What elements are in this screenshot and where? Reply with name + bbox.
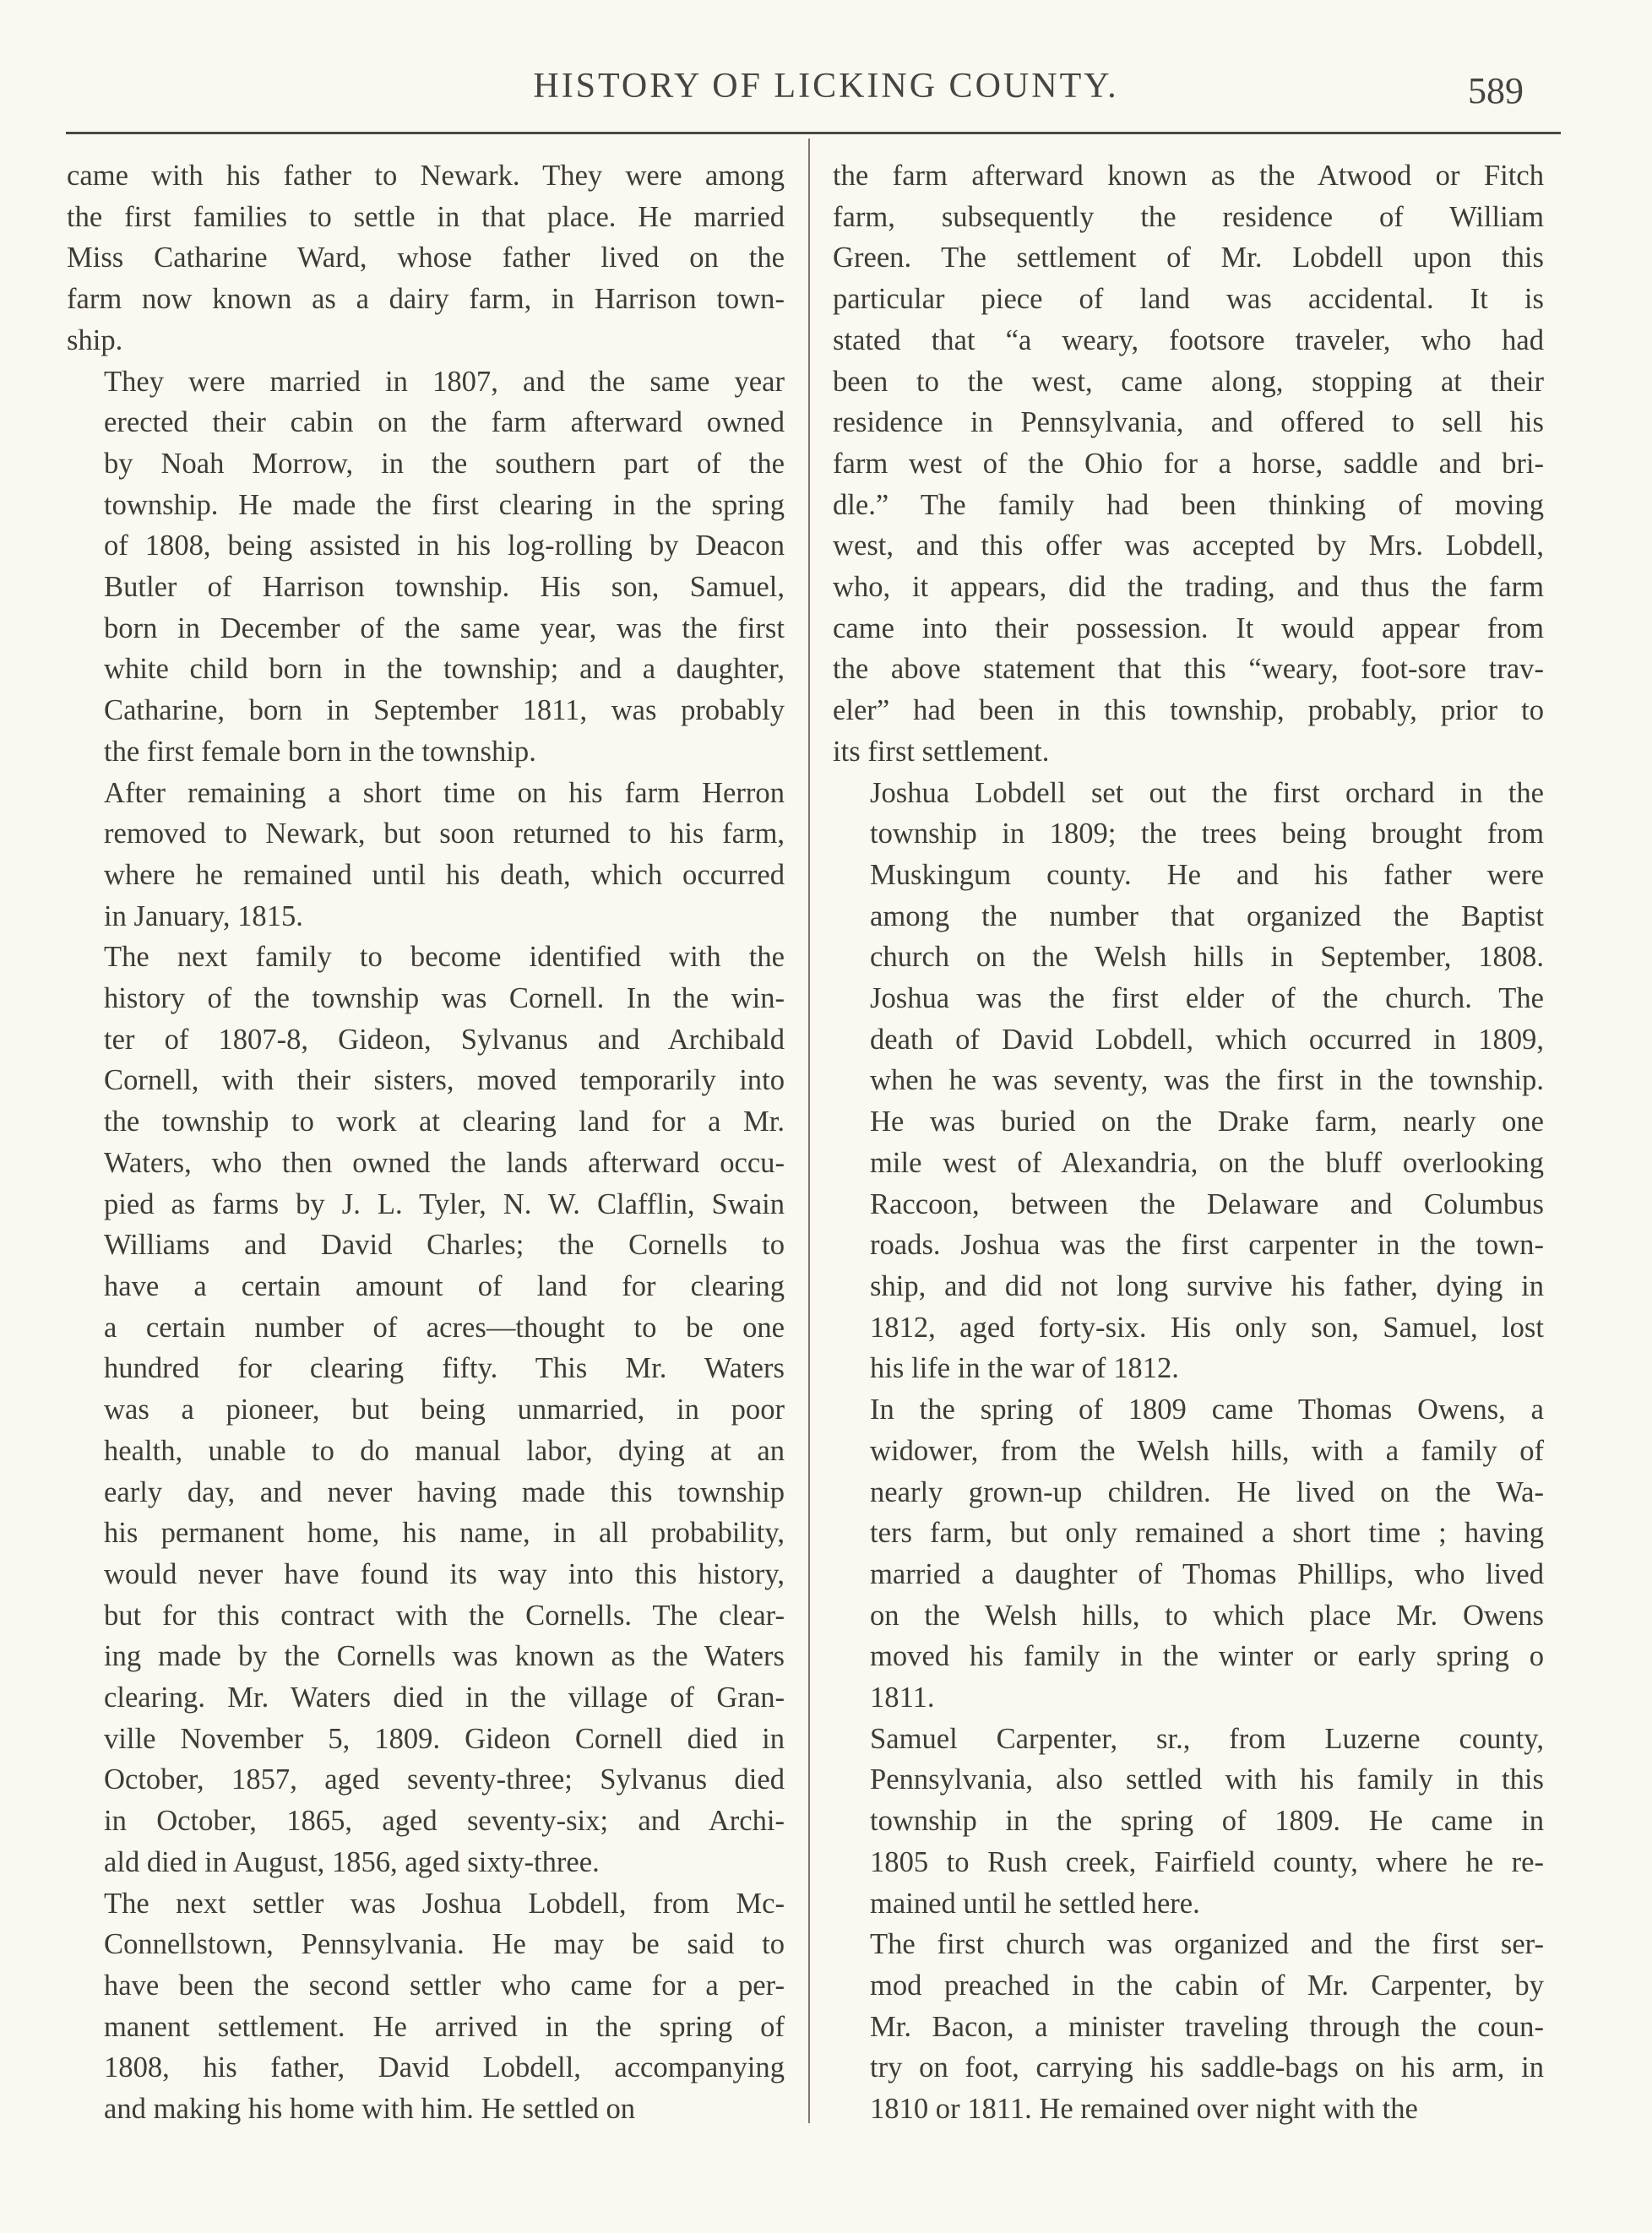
paragraph <box>833 1719 1544 1925</box>
text-line: October, 1857, aged seventy-three; Sylvanus died <box>104 1763 785 1796</box>
text-line: In the spring of 1809 came Thomas Owens, a <box>870 1394 1544 1426</box>
text-line: his permanent home, his name, in all probability, <box>104 1517 785 1550</box>
text-line: 1811. <box>870 1682 935 1714</box>
text-line: by Noah Morrow, in the southern part of the <box>104 447 785 480</box>
text-line: hundred for clearing fifty. This Mr. Waters <box>104 1352 785 1385</box>
text-line: among the number that organized the Baptist <box>870 899 1544 932</box>
text-line: the township to work at clearing land for a Mr. <box>104 1106 785 1138</box>
text-line: Samuel Carpenter, sr., from Luzerne county, <box>870 1722 1544 1755</box>
text-line: early day, and never having made this township <box>104 1475 785 1508</box>
text-line: ter of 1807-8, Gideon, Sylvanus and Archibald <box>104 1023 785 1056</box>
text-line: the first families to settle in that place. He married <box>67 200 785 233</box>
text-line: Waters, who then owned the lands afterward occu- <box>104 1146 785 1179</box>
text-line: Mr. Bacon, a minister traveling through the coun- <box>870 2010 1544 2043</box>
text-line: Joshua Lobdell set out the first orchard in the <box>870 776 1544 809</box>
text-line: the farm afterward known as the Atwood or Fitch <box>833 160 1544 192</box>
text-line: was a pioneer, but being unmarried, in poor <box>104 1394 785 1426</box>
text-line: death of David Lobdell, which occurred in 1809, <box>870 1023 1544 1056</box>
left-text-column <box>67 155 785 2130</box>
text-line: farm west of the Ohio for a horse, saddle and bri- <box>833 447 1544 480</box>
text-line: a certain number of acres—thought to be one <box>104 1311 785 1344</box>
text-line: particular piece of land was accidental. It is <box>833 283 1544 316</box>
text-line: removed to Newark, but soon returned to his farm, <box>104 818 785 850</box>
paragraph <box>833 1389 1544 1719</box>
text-line: but for this contract with the Cornells. The clear- <box>104 1599 785 1632</box>
text-line: ing made by the Cornells was known as the Waters <box>104 1640 785 1673</box>
text-line: would never have found its way into this history, <box>104 1557 785 1590</box>
text-line: in October, 1865, aged seventy-six; and Archi- <box>104 1805 785 1838</box>
text-line: ters farm, but only remained a short time ; having <box>870 1517 1544 1550</box>
text-line: stated that “a weary, footsore traveler, who had <box>833 323 1544 356</box>
text-line: in January, 1815. <box>104 899 303 932</box>
text-line: married a daughter of Thomas Phillips, who lived <box>870 1557 1544 1590</box>
text-line: ship, and did not long survive his father, dying in <box>870 1269 1544 1302</box>
text-line: ald died in August, 1856, aged sixty-three. <box>104 1845 600 1878</box>
text-line: history of the township was Cornell. In the win- <box>104 982 785 1015</box>
text-line: ville November 5, 1809. Gideon Cornell died in <box>104 1722 785 1755</box>
text-line: white child born in the township; and a daughter, <box>104 653 785 686</box>
paragraph <box>833 1924 1544 2130</box>
text-line: The first church was organized and the first ser- <box>870 1928 1544 1961</box>
text-line: nearly grown-up children. He lived on the Wa- <box>870 1475 1544 1508</box>
text-line: 1808, his father, David Lobdell, accompanying <box>104 2051 785 2084</box>
text-line: widower, from the Welsh hills, with a family of <box>870 1434 1544 1467</box>
text-line: 1810 or 1811. He remained over night with the <box>870 2093 1418 2126</box>
text-line: farm now known as a dairy farm, in Harrison town- <box>67 283 785 316</box>
text-line: when he was seventy, was the first in the township. <box>870 1064 1544 1097</box>
text-line: on the Welsh hills, to which place Mr. Owens <box>870 1599 1544 1632</box>
text-line: 1812, aged forty-six. His only son, Samuel, lost <box>870 1311 1544 1344</box>
text-line: have a certain amount of land for clearing <box>104 1269 785 1302</box>
text-line: ship. <box>67 323 123 356</box>
text-line: manent settlement. He arrived in the spring of <box>104 2010 785 2043</box>
text-line: mile west of Alexandria, on the bluff overlooking <box>870 1146 1544 1179</box>
text-line: health, unable to do manual labor, dying at an <box>104 1434 785 1467</box>
text-line: Butler of Harrison township. His son, Samuel, <box>104 571 785 604</box>
text-line: Catharine, born in September 1811, was probably <box>104 694 785 727</box>
column-divider <box>808 139 810 2123</box>
paragraph <box>67 773 785 937</box>
text-line: The next settler was Joshua Lobdell, from Mc- <box>104 1887 785 1920</box>
text-line: farm, subsequently the residence of William <box>833 200 1544 233</box>
text-line: Muskingum county. He and his father were <box>870 858 1544 891</box>
text-line: After remaining a short time on his farm Herron <box>104 776 785 809</box>
text-line: township in the spring of 1809. He came in <box>870 1805 1544 1838</box>
text-line: the above statement that this “weary, foot-sore trav- <box>833 653 1544 686</box>
text-line: of 1808, being assisted in his log-rolling by Deacon <box>104 530 785 562</box>
text-line: pied as farms by J. L. Tyler, N. W. Clafflin, Swain <box>104 1187 785 1220</box>
right-text-column <box>833 155 1544 2130</box>
text-line: try on foot, carrying his saddle-bags on his arm, in <box>870 2051 1544 2084</box>
text-line: clearing. Mr. Waters died in the village of Gran- <box>104 1682 785 1714</box>
text-line: have been the second settler who came for a per- <box>104 1969 785 2002</box>
text-line: church on the Welsh hills in September, 1808. <box>870 941 1544 974</box>
text-line: Cornell, with their sisters, moved temporarily into <box>104 1064 785 1097</box>
text-line: moved his family in the winter or early spring o <box>870 1640 1544 1673</box>
text-line: township in 1809; the trees being brought from <box>870 818 1544 850</box>
text-line: mod preached in the cabin of Mr. Carpenter, by <box>870 1969 1544 2002</box>
text-line: Joshua was the first elder of the church. The <box>870 982 1544 1015</box>
paragraph <box>833 155 1544 773</box>
header-rule <box>66 132 1561 134</box>
text-line: mained until he settled here. <box>870 1887 1200 1920</box>
running-header-title: HISTORY OF LICKING COUNTY. <box>533 67 1119 106</box>
paragraph <box>833 773 1544 1390</box>
text-line: the first female born in the township. <box>104 735 536 768</box>
text-line: Williams and David Charles; the Cornells to <box>104 1229 785 1262</box>
text-line: born in December of the same year, was the first <box>104 611 785 644</box>
text-line: The next family to become identified with the <box>104 941 785 974</box>
text-line: roads. Joshua was the first carpenter in the town- <box>870 1229 1544 1262</box>
text-line: residence in Pennsylvania, and offered to sell his <box>833 406 1544 439</box>
text-line: who, it appears, did the trading, and thus the farm <box>833 571 1544 604</box>
text-line: his life in the war of 1812. <box>870 1352 1179 1385</box>
text-line: Green. The settlement of Mr. Lobdell upon this <box>833 242 1544 274</box>
text-line: He was buried on the Drake farm, nearly one <box>870 1106 1544 1138</box>
text-line: Raccoon, between the Delaware and Columbus <box>870 1187 1544 1220</box>
text-line: erected their cabin on the farm afterward owned <box>104 406 785 439</box>
text-line: been to the west, came along, stopping at their <box>833 365 1544 398</box>
text-line: township. He made the first clearing in the spring <box>104 488 785 521</box>
text-line: 1805 to Rush creek, Fairfield county, where he re- <box>870 1845 1544 1878</box>
text-line: its first settlement. <box>833 735 1050 768</box>
page-number: 589 <box>1468 70 1524 111</box>
text-line: came into their possession. It would appear from <box>833 611 1544 644</box>
text-line: where he remained until his death, which occurred <box>104 858 785 891</box>
paragraph <box>67 937 785 1883</box>
paragraph <box>67 155 785 361</box>
text-line: west, and this offer was accepted by Mrs. Lobdell, <box>833 530 1544 562</box>
paragraph <box>67 361 785 773</box>
text-line: Connellstown, Pennsylvania. He may be said to <box>104 1928 785 1961</box>
text-line: dle.” The family had been thinking of moving <box>833 488 1544 521</box>
text-line: Miss Catharine Ward, whose father lived on the <box>67 242 785 274</box>
text-line: They were married in 1807, and the same year <box>104 365 785 398</box>
text-line: Pennsylvania, also settled with his family in this <box>870 1763 1544 1796</box>
paragraph <box>67 1883 785 2130</box>
text-line: and making his home with him. He settled on <box>104 2093 636 2126</box>
text-line: came with his father to Newark. They were among <box>67 160 785 192</box>
text-line: eler” had been in this township, probably, prior to <box>833 694 1544 727</box>
